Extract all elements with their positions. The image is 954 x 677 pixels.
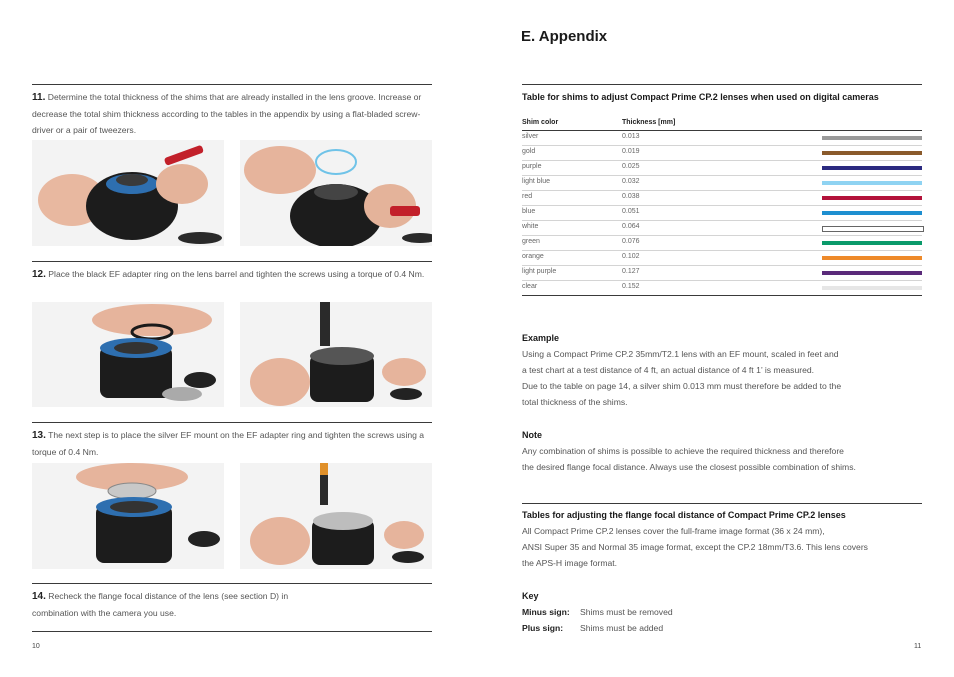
shim-color-name: light blue <box>522 178 551 185</box>
shim-row <box>522 236 922 251</box>
divider <box>32 583 432 584</box>
shim-color-name: silver <box>522 133 539 140</box>
example-text <box>522 346 922 410</box>
step-number: 11. <box>32 92 46 103</box>
shim-color-swatch <box>822 241 922 245</box>
shim-row <box>522 221 922 236</box>
shim-color-swatch <box>822 166 922 170</box>
example-heading: Example <box>522 333 560 343</box>
shim-row <box>522 176 922 191</box>
note-line: the desired flange focal distance. Always use the closest possible combination of shims. <box>522 462 856 472</box>
tables-line: the APS-H image format. <box>522 558 618 568</box>
shim-thickness: 0.019 <box>622 148 640 155</box>
note-line: Any combination of shims is possible to achieve the required thickness and therefore <box>522 446 844 456</box>
shim-color-swatch <box>822 226 924 232</box>
shim-color-name: gold <box>522 148 536 155</box>
shim-thickness: 0.127 <box>622 268 640 275</box>
photo-silver-mount <box>32 463 224 569</box>
lens-photo-illustration <box>240 140 432 246</box>
step-text: Place the black EF adapter ring on the lens barrel and tighten the screws using a torque of 0.4 Nm. <box>48 269 425 279</box>
minus-text: Shims must be removed <box>580 607 673 617</box>
note-text <box>522 443 922 475</box>
lens-photo-illustration <box>240 302 432 407</box>
shim-color-name: blue <box>522 208 536 215</box>
shim-color-name: clear <box>522 283 538 290</box>
shim-row <box>522 206 922 221</box>
column-header-thickness: Thickness [mm] <box>622 119 676 126</box>
tables-line: ANSI Super 35 and Normal 35 image format, except the CP.2 18mm/T3.6. This lens covers <box>522 542 868 552</box>
step-number: 13. <box>32 430 46 441</box>
note-heading: Note <box>522 430 542 440</box>
page-title: E. Appendix <box>521 28 608 45</box>
divider <box>32 261 432 262</box>
shim-thickness: 0.025 <box>622 163 640 170</box>
shim-row <box>522 146 922 161</box>
photo-screwdriver-adapter <box>240 302 432 407</box>
shim-thickness: 0.102 <box>622 253 640 260</box>
lens-photo-illustration <box>240 463 432 569</box>
table-title: Table for shims to adjust Compact Prime CP.2 lenses when used on digital cameras <box>522 92 879 102</box>
column-header-shim-color: Shim color <box>522 119 559 126</box>
key-heading: Key <box>522 591 539 601</box>
key-minus <box>522 604 922 620</box>
shim-color-swatch <box>822 181 922 185</box>
tables-heading: Tables for adjusting the flange focal distance of Compact Prime CP.2 lenses <box>522 510 846 520</box>
lens-photo-illustration <box>32 302 224 407</box>
shim-thickness: 0.051 <box>622 208 640 215</box>
shim-thickness: 0.076 <box>622 238 640 245</box>
shim-color-swatch <box>822 196 922 200</box>
step-text: Recheck the flange focal distance of the lens (see section D) in combination with the camera you use. <box>32 591 289 618</box>
divider <box>32 84 432 85</box>
step-13 <box>32 427 432 460</box>
tables-text <box>522 523 922 571</box>
shim-color-name: purple <box>522 163 542 170</box>
photo-adapter-ring <box>32 302 224 407</box>
lens-photo-illustration <box>32 463 224 569</box>
shim-color-swatch <box>822 256 922 260</box>
shim-color-swatch <box>822 286 922 290</box>
divider <box>522 84 922 85</box>
photo-removing-shims <box>32 140 224 246</box>
shim-row <box>522 251 922 266</box>
shim-color-swatch <box>822 151 922 155</box>
shim-thickness: 0.032 <box>622 178 640 185</box>
shim-row <box>522 191 922 206</box>
table-bottom-rule <box>522 295 922 296</box>
shim-thickness: 0.152 <box>622 283 640 290</box>
shim-thickness: 0.064 <box>622 223 640 230</box>
shim-row <box>522 266 922 281</box>
shim-row <box>522 131 922 146</box>
shim-color-swatch <box>822 271 922 275</box>
lens-photo-illustration <box>32 140 224 246</box>
page-number-right: 11 <box>914 643 922 650</box>
step-11 <box>32 89 432 138</box>
step-text: The next step is to place the silver EF mount on the EF adapter ring and tighten the screws using a torque of 0.4 Nm. <box>32 430 425 457</box>
step-number: 14. <box>32 591 46 602</box>
shim-color-name: red <box>522 193 533 200</box>
shim-color-name: white <box>522 223 539 230</box>
shim-color-name: light purple <box>522 268 557 275</box>
shim-thickness: 0.038 <box>622 193 640 200</box>
shim-color-swatch <box>822 211 922 215</box>
shim-thickness: 0.013 <box>622 133 640 140</box>
step-text: Determine the total thickness of the shims that are already installed in the lens groove. Increase or decrease the total shim thickness according to the tables in the appendix by using a flat-bladed screw-driver or a pair of tweezers. <box>32 92 422 135</box>
example-line: a test chart at a test distance of 4 ft, an actual distance of 4 ft 1’ is measured. <box>522 365 815 375</box>
shim-color-name: orange <box>522 253 544 260</box>
example-line: total thickness of the shims. <box>522 397 628 407</box>
key-plus <box>522 620 922 636</box>
photo-tweezers-shim <box>240 140 432 246</box>
plus-label: Plus sign: <box>522 623 564 633</box>
shim-row <box>522 161 922 176</box>
page-number-left: 10 <box>32 643 40 650</box>
divider <box>522 503 922 504</box>
tables-line: All Compact Prime CP.2 lenses cover the full-frame image format (36 x 24 mm), <box>522 526 825 536</box>
divider <box>32 631 432 632</box>
example-line: Due to the table on page 14, a silver shim 0.013 mm must therefore be added to the <box>522 381 842 391</box>
shim-color-name: green <box>522 238 540 245</box>
photo-screwdriver-mount <box>240 463 432 569</box>
shim-color-swatch <box>822 136 922 140</box>
divider <box>32 422 432 423</box>
shim-row <box>522 281 922 296</box>
step-number: 12. <box>32 269 46 280</box>
minus-label: Minus sign: <box>522 607 570 617</box>
step-12 <box>32 266 432 283</box>
step-14 <box>32 588 332 621</box>
plus-text: Shims must be added <box>580 623 664 633</box>
example-line: Using a Compact Prime CP.2 35mm/T2.1 lens with an EF mount, scaled in feet and <box>522 349 839 359</box>
